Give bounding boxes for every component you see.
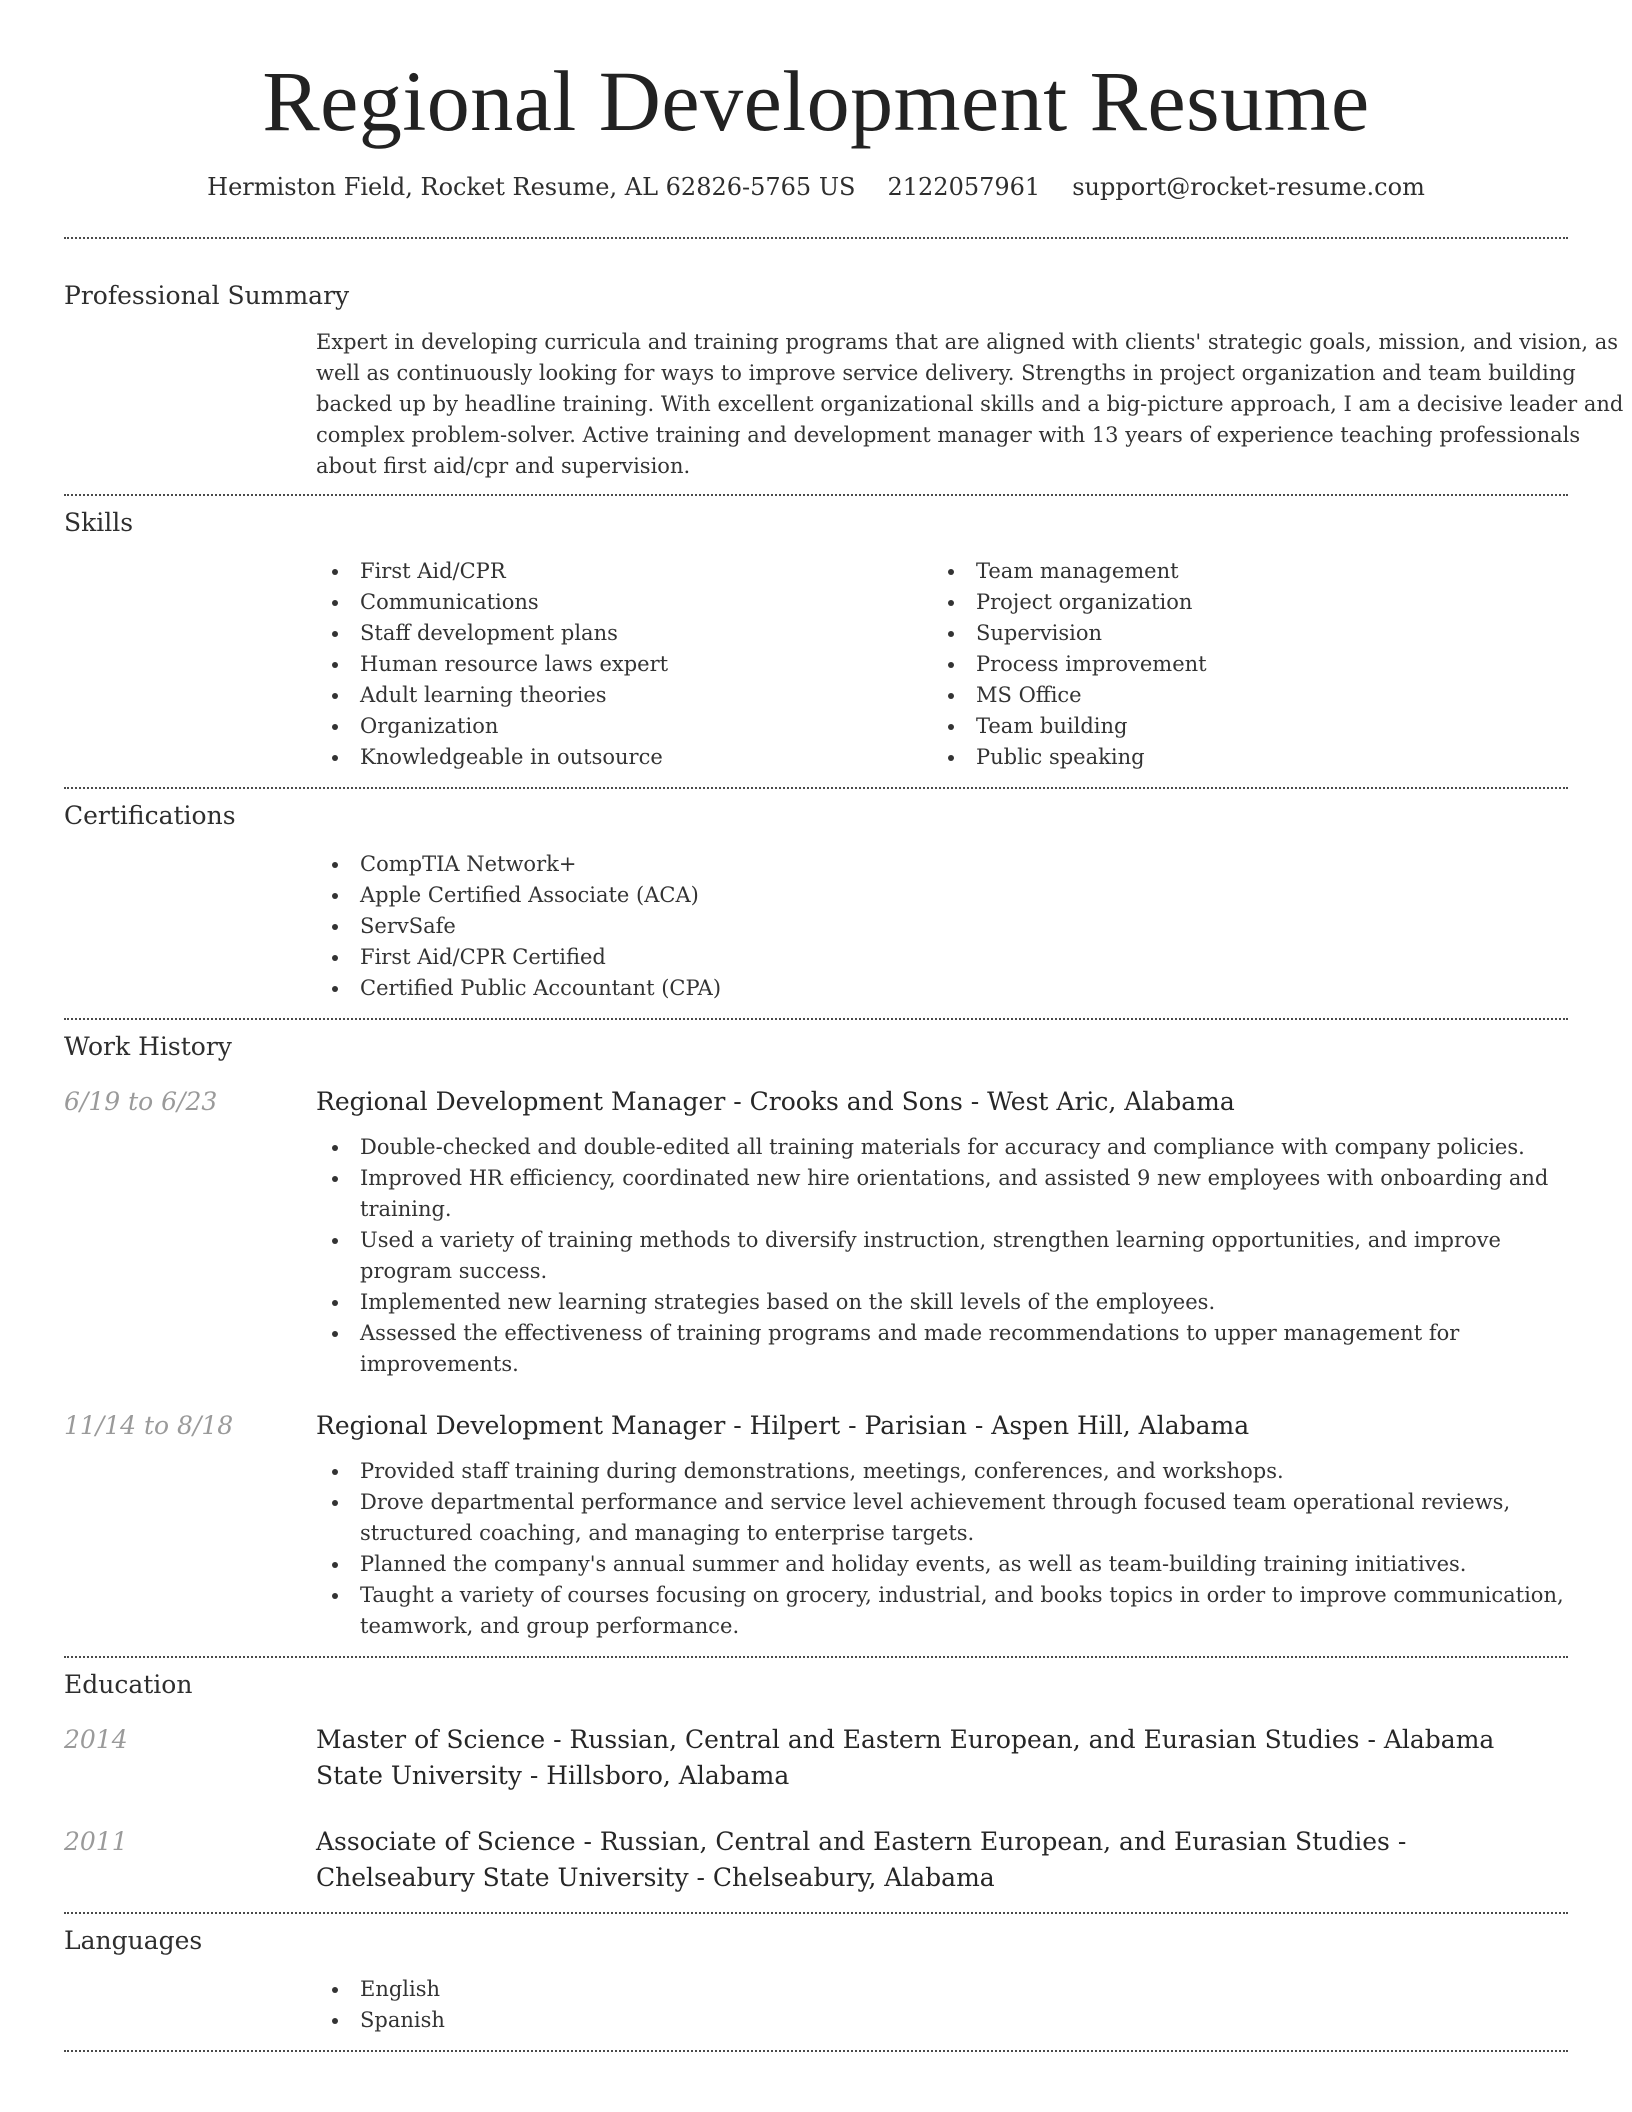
education-heading: Education (64, 1669, 193, 1699)
section-divider (64, 2050, 1568, 2052)
job-title: Regional Development Manager - Hilpert - Parisian - Aspen Hill, Alabama (316, 1410, 1250, 1440)
skills-list-left (316, 556, 932, 773)
job-date: 6/19 to 6/23 (64, 1086, 218, 1116)
certifications-list (316, 849, 1568, 1004)
list-item: Assessed the effectiveness of training programs and made recommendations to upper management for improvements. (316, 1318, 1568, 1380)
education-date: 2011 (64, 1826, 128, 1856)
list-item: Provided staff training during demonstrations, meetings, conferences, and workshops. (316, 1456, 1568, 1487)
list-item: Taught a variety of courses focusing on grocery, industrial, and books topics in order to improve communication, teamwork, and group performance. (316, 1580, 1568, 1642)
resume-header (64, 0, 1568, 201)
list-item: Apple Certified Associate (ACA) (316, 880, 1568, 911)
list-item: Organization (316, 711, 932, 742)
skills-list-right (932, 556, 1548, 773)
list-item: Improved HR efficiency, coordinated new hire orientations, and assisted 9 new employees with onboarding and training. (316, 1163, 1568, 1225)
list-item: Knowledgeable in outsource (316, 742, 932, 773)
list-item: Communications (316, 587, 932, 618)
list-item: Project organization (932, 587, 1548, 618)
languages-list (316, 1974, 1568, 2036)
list-item: Team building (932, 711, 1548, 742)
job-date: 11/14 to 8/18 (64, 1410, 234, 1440)
contact-email: support@rocket-resume.com (1072, 172, 1425, 201)
certifications-section (64, 789, 1568, 1004)
list-item: Human resource laws expert (316, 649, 932, 680)
list-item: Process improvement (932, 649, 1548, 680)
list-item: First Aid/CPR Certified (316, 942, 1568, 973)
skills-section (64, 496, 1568, 773)
work-heading: Work History (64, 1031, 232, 1061)
summary-heading: Professional Summary (64, 280, 350, 310)
languages-section (64, 1914, 1568, 2036)
education-entry (64, 1824, 1568, 1896)
job-entry (64, 1408, 1568, 1642)
list-item: Public speaking (932, 742, 1548, 773)
list-item: Adult learning theories (316, 680, 932, 711)
education-section (64, 1658, 1568, 1896)
contact-line (64, 173, 1568, 201)
education-title: Associate of Science - Russian, Central and Eastern European, and Eurasian Studies - Chelseabury State University - Chelseabury, Alabama (316, 1826, 1407, 1892)
list-item: Planned the company's annual summer and holiday events, as well as team-building training initiatives. (316, 1549, 1568, 1580)
certifications-heading: Certifications (64, 800, 236, 830)
list-item: Implemented new learning strategies based on the skill levels of the employees. (316, 1287, 1568, 1318)
list-item: Team management (932, 556, 1548, 587)
list-item: Used a variety of training methods to diversify instruction, strengthen learning opportunities, and improve program success. (316, 1225, 1568, 1287)
job-title: Regional Development Manager - Crooks and Sons - West Aric, Alabama (316, 1086, 1235, 1116)
skills-heading: Skills (64, 507, 134, 537)
list-item: MS Office (932, 680, 1548, 711)
list-item: English (316, 1974, 1568, 2005)
job-bullets (316, 1456, 1568, 1642)
list-item: Spanish (316, 2005, 1568, 2036)
contact-address: Hermiston Field, Rocket Resume, AL 62826-5765 US (207, 172, 856, 201)
education-date: 2014 (64, 1724, 128, 1754)
list-item: CompTIA Network+ (316, 849, 1568, 880)
list-item: ServSafe (316, 911, 1568, 942)
work-section (64, 1020, 1568, 1642)
list-item: First Aid/CPR (316, 556, 932, 587)
languages-heading: Languages (64, 1925, 203, 1955)
list-item: Drove departmental performance and service level achievement through focused team operational reviews, structured coaching, and managing to enterprise targets. (316, 1487, 1568, 1549)
list-item: Supervision (932, 618, 1548, 649)
job-entry (64, 1084, 1568, 1380)
summary-text: Expert in developing curricula and training programs that are aligned with clients' strategic goals, mission, and vision, as well as continuously looking for ways to improve service delivery. Strengths in project organization and team building backed up by headline training. With excellent organizational skills and a big-picture approach, I am a decisive leader and complex problem-solver. Active training and development manager with 13 years of experience teaching professionals about first aid/cpr and supervision. (316, 329, 1624, 478)
education-entry (64, 1722, 1568, 1794)
summary-section (64, 239, 1624, 482)
list-item: Staff development plans (316, 618, 932, 649)
list-item: Certified Public Accountant (CPA) (316, 973, 1568, 1004)
list-item: Double-checked and double-edited all training materials for accuracy and compliance with company policies. (316, 1132, 1568, 1163)
job-bullets (316, 1132, 1568, 1380)
resume-title: Regional Development Resume (262, 53, 1370, 149)
education-title: Master of Science - Russian, Central and Eastern European, and Eurasian Studies - Alabama State University - Hillsboro, Alabama (316, 1724, 1495, 1790)
contact-phone: 2122057961 (887, 172, 1041, 201)
